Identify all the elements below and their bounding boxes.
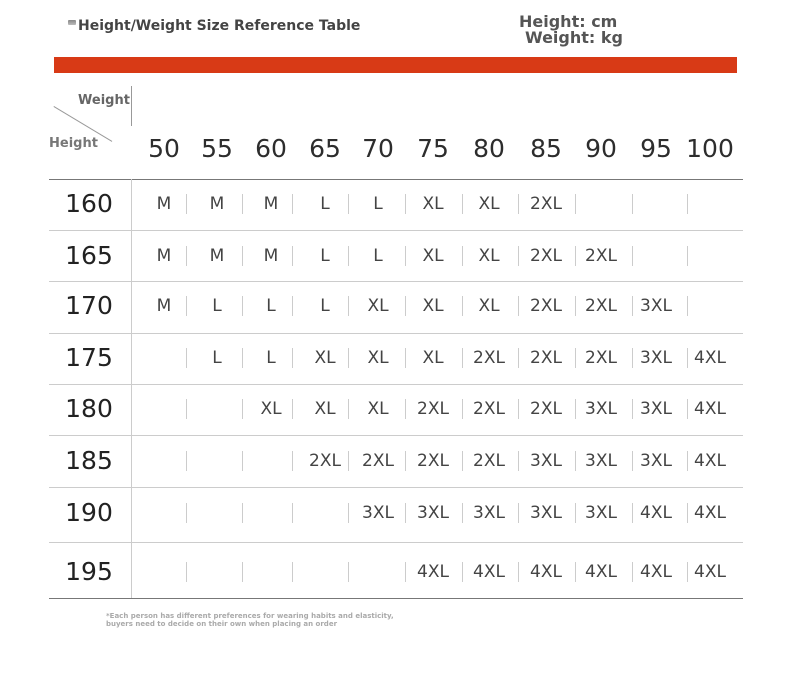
height-label-1: 165 (65, 241, 113, 270)
cell-separator (687, 194, 688, 214)
size-cell: XL (260, 399, 282, 419)
size-cell: XL (367, 399, 389, 419)
size-cell: L (266, 348, 276, 368)
title-bullet-icon (68, 20, 76, 25)
cell-separator (518, 399, 519, 419)
cell-separator (348, 503, 349, 523)
size-cell: 4XL (640, 562, 672, 582)
cell-separator (292, 399, 293, 419)
size-cell: L (266, 296, 276, 316)
height-label-2: 170 (65, 291, 113, 320)
size-cell: XL (314, 399, 336, 419)
cell-separator (518, 194, 519, 214)
size-cell: 2XL (417, 451, 449, 471)
row-divider (49, 598, 743, 599)
cell-separator (186, 503, 187, 523)
corner-divider (131, 86, 132, 126)
cell-separator (462, 348, 463, 368)
size-cell: 3XL (530, 503, 562, 523)
row-divider (49, 333, 743, 334)
cell-separator (348, 296, 349, 316)
cell-separator (518, 246, 519, 266)
cell-separator (405, 246, 406, 266)
cell-separator (405, 562, 406, 582)
size-cell: XL (422, 194, 444, 214)
size-cell: 3XL (585, 399, 617, 419)
cell-separator (292, 194, 293, 214)
height-label-6: 190 (65, 498, 113, 527)
cell-separator (632, 451, 633, 471)
size-cell: L (320, 296, 330, 316)
cell-separator (186, 562, 187, 582)
cell-separator (575, 451, 576, 471)
cell-separator (186, 451, 187, 471)
cell-separator (462, 503, 463, 523)
weight-header-3: 65 (309, 134, 341, 163)
size-cell: 2XL (585, 348, 617, 368)
size-cell: 4XL (640, 503, 672, 523)
size-cell: 3XL (640, 296, 672, 316)
cell-separator (632, 348, 633, 368)
cell-separator (462, 296, 463, 316)
cell-separator (405, 296, 406, 316)
weight-header-0: 50 (148, 134, 180, 163)
weight-header-4: 70 (362, 134, 394, 163)
cell-separator (405, 451, 406, 471)
cell-separator (518, 503, 519, 523)
size-cell: 2XL (309, 451, 341, 471)
cell-separator (292, 451, 293, 471)
size-cell: 3XL (362, 503, 394, 523)
units-legend (519, 14, 623, 46)
size-cell: 4XL (585, 562, 617, 582)
size-cell: M (263, 246, 279, 266)
cell-separator (405, 503, 406, 523)
units-height: Height: cm (519, 12, 618, 31)
height-label-5: 185 (65, 446, 113, 475)
cell-separator (632, 246, 633, 266)
size-cell: 2XL (362, 451, 394, 471)
cell-separator (292, 246, 293, 266)
units-weight: Weight: kg (525, 28, 623, 47)
weight-header-9: 95 (640, 134, 672, 163)
cell-separator (575, 194, 576, 214)
cell-separator (575, 348, 576, 368)
size-cell: L (212, 296, 222, 316)
weight-header-2: 60 (255, 134, 287, 163)
cell-separator (462, 451, 463, 471)
corner-weight-label: Weight (78, 93, 130, 108)
cell-separator (242, 451, 243, 471)
cell-separator (687, 399, 688, 419)
footnote-line-2: buyers need to decide on their own when placing an order (106, 620, 338, 628)
cell-separator (632, 296, 633, 316)
size-cell: 2XL (585, 246, 617, 266)
cell-separator (186, 194, 187, 214)
size-cell: XL (478, 194, 500, 214)
cell-separator (518, 562, 519, 582)
table-title (68, 18, 360, 34)
cell-separator (575, 562, 576, 582)
cell-separator (462, 399, 463, 419)
cell-separator (405, 194, 406, 214)
cell-separator (242, 399, 243, 419)
cell-separator (687, 451, 688, 471)
height-label-0: 160 (65, 189, 113, 218)
cell-separator (186, 348, 187, 368)
row-divider (49, 179, 743, 180)
cell-separator (518, 296, 519, 316)
size-cell: 3XL (640, 399, 672, 419)
size-cell: 4XL (530, 562, 562, 582)
row-divider (49, 542, 743, 543)
size-cell: 2XL (530, 399, 562, 419)
cell-separator (575, 246, 576, 266)
size-cell: 4XL (417, 562, 449, 582)
table-title-text: Height/Weight Size Reference Table (78, 18, 361, 34)
footnote (106, 612, 394, 628)
size-cell: 3XL (585, 451, 617, 471)
size-cell: 4XL (694, 562, 726, 582)
cell-separator (292, 503, 293, 523)
cell-separator (186, 399, 187, 419)
size-cell: 2XL (530, 194, 562, 214)
cell-separator (462, 562, 463, 582)
size-cell: 2XL (417, 399, 449, 419)
cell-separator (348, 246, 349, 266)
cell-separator (292, 348, 293, 368)
cell-separator (348, 562, 349, 582)
accent-bar (54, 57, 737, 73)
weight-header-10: 100 (686, 134, 734, 163)
cell-separator (186, 296, 187, 316)
height-label-7: 195 (65, 557, 113, 586)
footnote-line-1: *Each person has different preferences for wearing habits and elasticity, (106, 612, 394, 620)
cell-separator (687, 246, 688, 266)
weight-header-8: 90 (585, 134, 617, 163)
cell-separator (242, 562, 243, 582)
size-cell: XL (422, 348, 444, 368)
size-cell: M (209, 246, 225, 266)
size-cell: 2XL (585, 296, 617, 316)
weight-header-7: 85 (530, 134, 562, 163)
cell-separator (405, 399, 406, 419)
cell-separator (462, 246, 463, 266)
size-cell: XL (422, 296, 444, 316)
height-label-3: 175 (65, 343, 113, 372)
cell-separator (292, 562, 293, 582)
cell-separator (242, 296, 243, 316)
cell-separator (242, 194, 243, 214)
size-cell: 4XL (694, 503, 726, 523)
size-cell: M (156, 296, 172, 316)
cell-separator (242, 503, 243, 523)
cell-separator (687, 296, 688, 316)
row-divider (49, 384, 743, 385)
size-cell: XL (422, 246, 444, 266)
size-cell: L (320, 194, 330, 214)
cell-separator (632, 194, 633, 214)
cell-separator (242, 246, 243, 266)
row-divider (49, 435, 743, 436)
size-cell: 2XL (530, 348, 562, 368)
row-divider (49, 281, 743, 282)
cell-separator (518, 451, 519, 471)
size-cell: XL (367, 348, 389, 368)
size-cell: 3XL (640, 348, 672, 368)
cell-separator (575, 296, 576, 316)
cell-separator (632, 503, 633, 523)
cell-separator (632, 562, 633, 582)
size-cell: 4XL (473, 562, 505, 582)
size-cell: 2XL (473, 399, 505, 419)
size-cell: 3XL (417, 503, 449, 523)
cell-separator (405, 348, 406, 368)
size-cell: 4XL (694, 451, 726, 471)
height-column-divider (131, 179, 132, 598)
size-cell: XL (478, 246, 500, 266)
size-cell: XL (314, 348, 336, 368)
size-cell: 3XL (530, 451, 562, 471)
size-cell: L (212, 348, 222, 368)
weight-header-6: 80 (473, 134, 505, 163)
cell-separator (575, 503, 576, 523)
size-cell: L (320, 246, 330, 266)
cell-separator (348, 451, 349, 471)
size-cell: 3XL (640, 451, 672, 471)
row-divider (49, 230, 743, 231)
cell-separator (518, 348, 519, 368)
corner-height-label: Height (49, 136, 98, 151)
cell-separator (186, 246, 187, 266)
size-cell: 3XL (585, 503, 617, 523)
cell-separator (632, 399, 633, 419)
size-cell: M (263, 194, 279, 214)
cell-separator (462, 194, 463, 214)
row-divider (49, 487, 743, 488)
size-cell: M (156, 194, 172, 214)
size-cell: L (373, 246, 383, 266)
cell-separator (687, 348, 688, 368)
size-cell: XL (367, 296, 389, 316)
size-cell: 3XL (473, 503, 505, 523)
size-cell: 4XL (694, 348, 726, 368)
cell-separator (242, 348, 243, 368)
size-cell: 2XL (473, 451, 505, 471)
cell-separator (292, 296, 293, 316)
size-cell: 4XL (694, 399, 726, 419)
size-cell: XL (478, 296, 500, 316)
size-cell: 2XL (530, 246, 562, 266)
size-cell: L (373, 194, 383, 214)
cell-separator (575, 399, 576, 419)
size-cell: 2XL (530, 296, 562, 316)
cell-separator (348, 399, 349, 419)
cell-separator (348, 348, 349, 368)
size-cell: 2XL (473, 348, 505, 368)
size-cell: M (209, 194, 225, 214)
weight-header-5: 75 (417, 134, 449, 163)
height-label-4: 180 (65, 394, 113, 423)
cell-separator (687, 562, 688, 582)
weight-header-1: 55 (201, 134, 233, 163)
size-cell: M (156, 246, 172, 266)
cell-separator (687, 503, 688, 523)
cell-separator (348, 194, 349, 214)
